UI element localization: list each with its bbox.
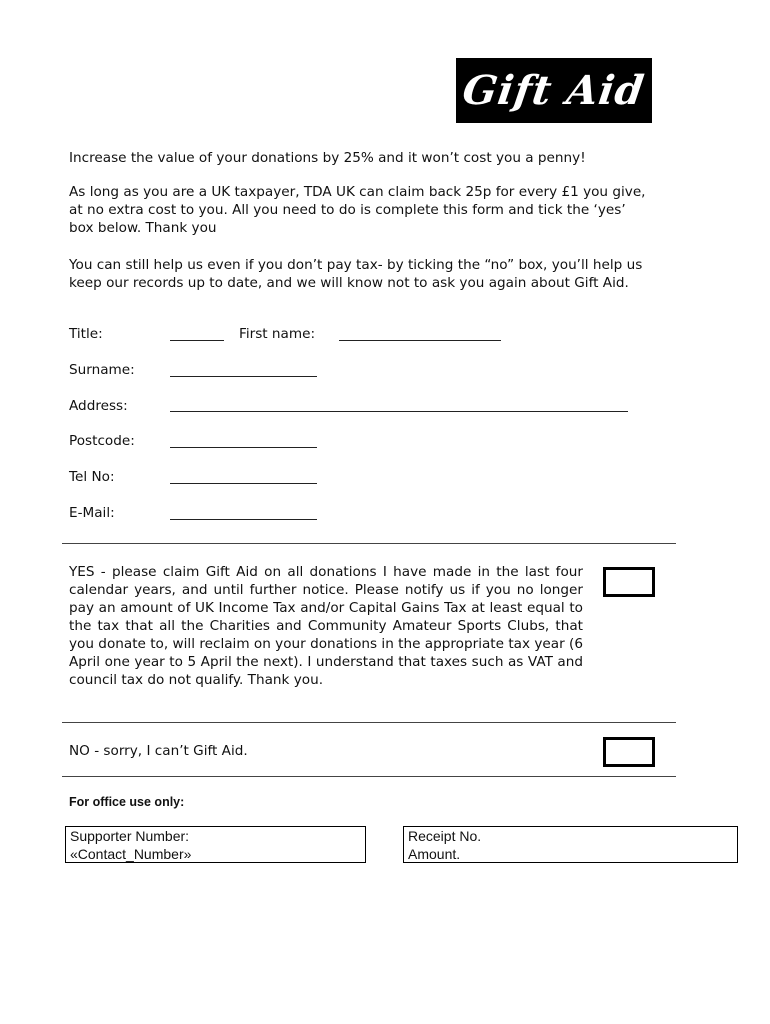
address-label: Address: — [69, 398, 128, 414]
first-name-field[interactable] — [339, 340, 501, 341]
email-field[interactable] — [170, 519, 317, 520]
intro-paragraph-3: You can still help us even if you don’t pay tax- by ticking the “no” box, you’ll help us keep our records up to date, and we will know not to ask you again about Gift Aid. — [69, 257, 643, 291]
office-use-heading: For office use only: — [69, 795, 185, 809]
email-label: E-Mail: — [69, 505, 115, 521]
postcode-field[interactable] — [170, 447, 317, 448]
gift-aid-logo — [456, 58, 652, 123]
divider-bottom — [62, 776, 676, 777]
surname-field[interactable] — [170, 376, 317, 377]
intro-paragraph-1: Increase the value of your donations by 25% and it won’t cost you a penny! — [69, 150, 586, 166]
contact-number-placeholder: «Contact_Number» — [70, 846, 192, 862]
postcode-label: Postcode: — [69, 433, 135, 449]
tel-label: Tel No: — [69, 469, 115, 485]
title-label: Title: — [69, 326, 103, 342]
surname-label: Surname: — [69, 362, 135, 378]
no-declaration-text: NO - sorry, I can’t Gift Aid. — [69, 743, 248, 759]
receipt-number-label: Receipt No. — [408, 828, 482, 844]
first-name-label: First name: — [239, 326, 316, 342]
amount-label: Amount. — [408, 846, 461, 862]
divider-top — [62, 543, 676, 544]
tel-field[interactable] — [170, 483, 317, 484]
supporter-number-label: Supporter Number: — [70, 828, 190, 844]
title-field[interactable] — [170, 340, 224, 341]
yes-checkbox[interactable] — [603, 567, 655, 597]
supporter-number-box — [65, 826, 366, 863]
address-field[interactable] — [170, 411, 628, 412]
gift-aid-logo-text: Gift Aid — [460, 67, 648, 114]
divider-middle — [62, 722, 676, 723]
intro-paragraph-2: As long as you are a UK taxpayer, TDA UK can claim back 25p for every £1 you give, at no extra cost to you. All you need to do is complete this form and tick the ‘yes’ box below. Thank you — [69, 184, 646, 236]
yes-declaration-text: YES - please claim Gift Aid on all donations I have made in the last four calendar years, and until further notice. Please notify us if you no longer pay an amount of UK Income Tax and/or Capital Gains Tax at least equal to the tax that all the Charities and Community Amateur Sports Clubs, that you donate to, will reclaim on your donations in the appropriate tax year (6 April one year to 5 April the next). I understand that taxes such as VAT and council tax do not qualify. Thank you. — [69, 564, 583, 688]
receipt-box — [403, 826, 738, 863]
no-checkbox[interactable] — [603, 737, 655, 767]
